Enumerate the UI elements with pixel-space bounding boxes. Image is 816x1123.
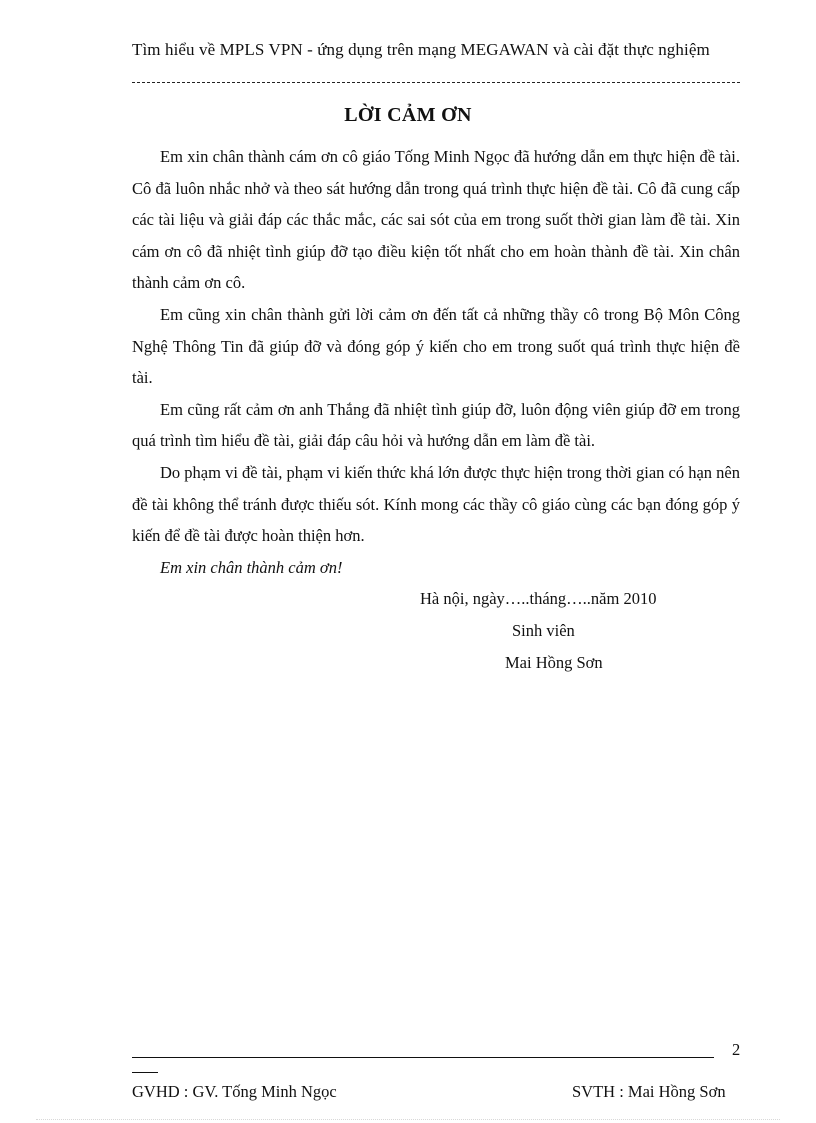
footer-divider-stub bbox=[132, 1072, 158, 1073]
document-body bbox=[132, 141, 740, 583]
closing-remark: Em xin chân thành cảm ơn! bbox=[160, 557, 343, 577]
header-divider bbox=[132, 82, 740, 83]
signature-role: Sinh viên bbox=[512, 621, 575, 640]
paragraph-thanks-advisor: Em xin chân thành cám ơn cô giáo Tống Minh Ngọc đã hướng dẫn em thực hiện đề tài. Cô đã luôn nhắc nhở và theo sát hướng dẫn trong quá trình thực hiện đề tài. Cô đã cung cấp các tài liệu và giải đáp các thắc mắc, các sai sót của em trong suốt thời gian làm đề tài. Xin cám ơn cô đã nhiệt tình giúp đỡ tạo điều kiện tốt nhất cho em hoàn thành đề tài. Xin chân thành cảm ơn cô. bbox=[132, 147, 740, 293]
signature-name: Mai Hồng Sơn bbox=[505, 653, 603, 672]
footer-divider bbox=[132, 1057, 714, 1058]
page-bottom-edge bbox=[36, 1119, 780, 1120]
paragraph-thanks-department: Em cũng xin chân thành gửi lời cảm ơn đến tất cả những thầy cô trong Bộ Môn Công Nghệ Thông Tin đã giúp đỡ và đóng góp ý kiến cho em trong suốt quá trình thực hiện đề tài. bbox=[132, 304, 740, 388]
page-title: LỜI CẢM ƠN bbox=[344, 104, 472, 126]
footer-student: SVTH : Mai Hồng Sơn bbox=[572, 1082, 726, 1101]
footer-advisor: GVHD : GV. Tống Minh Ngọc bbox=[132, 1082, 337, 1101]
running-header: Tìm hiểu về MPLS VPN - ứng dụng trên mạng MEGAWAN và cài đặt thực nghiệm bbox=[132, 40, 710, 59]
paragraph-thanks-mentor: Em cũng rất cảm ơn anh Thắng đã nhiệt tình giúp đỡ, luôn động viên giúp đỡ em trong quá trình tìm hiểu đề tài, giải đáp câu hỏi và hướng dẫn em làm đề tài. bbox=[132, 399, 740, 451]
signature-date: Hà nội, ngày…..tháng…..năm 2010 bbox=[420, 589, 657, 608]
paragraph-limitations: Do phạm vi đề tài, phạm vi kiến thức khá lớn được thực hiện trong thời gian có hạn nên đề tài không thể tránh được thiếu sót. Kính mong các thầy cô giáo cùng các bạn đóng góp ý kiến để đề tài được hoàn thiện hơn. bbox=[132, 462, 740, 546]
page-number: 2 bbox=[732, 1040, 741, 1059]
